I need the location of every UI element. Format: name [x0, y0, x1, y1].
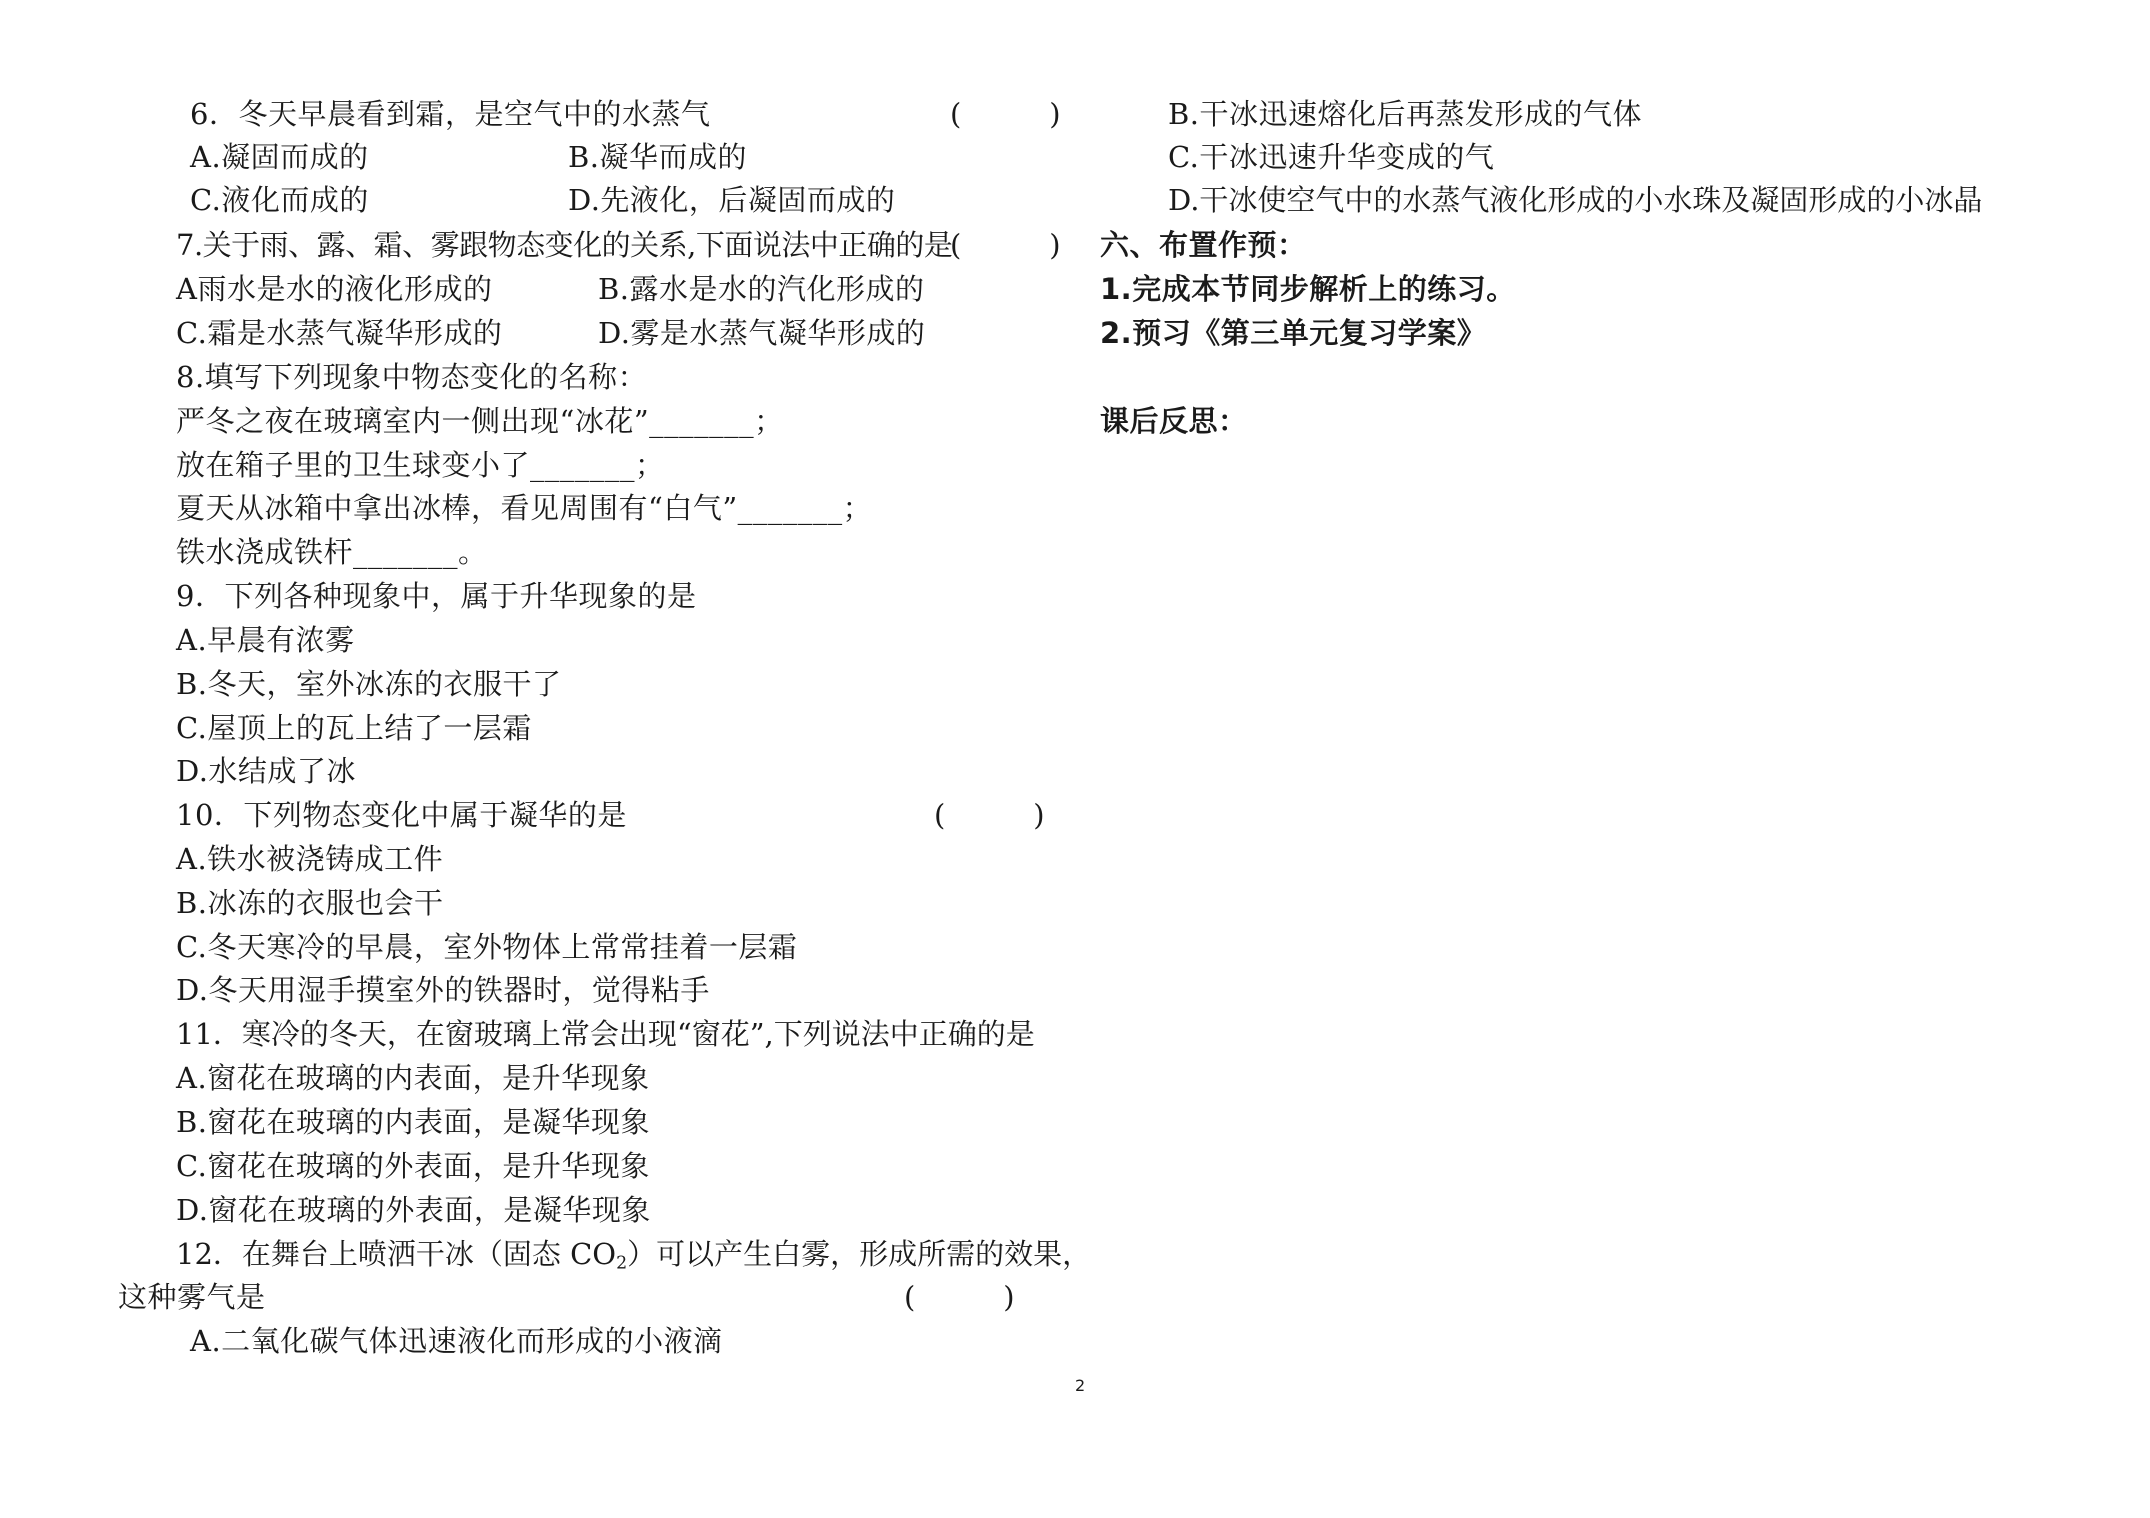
- q7-option-b: B.露水是水的汽化形成的: [598, 272, 925, 306]
- q12-answer-paren: ( ): [904, 1280, 1016, 1314]
- q12-stem-subscript: 2: [616, 1253, 628, 1274]
- q9-option-a: A.早晨有浓雾: [176, 623, 355, 657]
- reflection-label: 课后反思：: [1100, 404, 1248, 438]
- q6-option-a: A.凝固而成的: [190, 140, 369, 174]
- q6-answer-paren: ( ): [950, 97, 1062, 131]
- q12-stem-part2: ）可以产生白雾，形成所需的效果，: [627, 1237, 1092, 1271]
- q7-stem: 7.关于雨、露、霜、雾跟物态变化的关系,下面说法中正确的是: [176, 228, 953, 262]
- homework-item-2: 2.预习《第三单元复习学案》: [1100, 316, 1487, 350]
- q6-option-b: B.凝华而成的: [568, 140, 748, 174]
- q8-blank-line-3: 夏天从冰箱中拿出冰棒，看见周围有“白气”_______；: [176, 491, 873, 525]
- q10-option-b: B.冰冻的衣服也会干: [176, 886, 444, 920]
- q6-option-d: D.先液化，后凝固而成的: [568, 183, 896, 217]
- homework-item-1: 1.完成本节同步解析上的练习。: [1100, 272, 1516, 306]
- q9-stem: 9．下列各种现象中，属于升华现象的是: [176, 579, 697, 613]
- q8-blank-line-2: 放在箱子里的卫生球变小了_______；: [176, 448, 665, 482]
- q10-option-a: A.铁水被浇铸成工件: [176, 842, 444, 876]
- q11-option-d: D.窗花在玻璃的外表面，是凝华现象: [176, 1193, 651, 1227]
- q7-option-a: A雨水是水的液化形成的: [176, 272, 493, 306]
- q12-stem-part1: 12．在舞台上喷洒干冰（固态 CO: [176, 1237, 617, 1271]
- q11-option-a: A.窗花在玻璃的内表面，是升华现象: [176, 1061, 650, 1095]
- q9-option-b: B.冬天，室外冰冻的衣服干了: [176, 667, 562, 701]
- q11-option-c: C.窗花在玻璃的外表面，是升华现象: [176, 1149, 650, 1183]
- q10-answer-paren: ( ): [934, 798, 1046, 832]
- q10-option-c: C.冬天寒冷的早晨，室外物体上常常挂着一层霜: [176, 930, 798, 964]
- q12-option-c: C.干冰迅速升华变成的气: [1168, 140, 1495, 174]
- q12-stem-line2: 这种雾气是: [118, 1280, 266, 1314]
- q6-option-c: C.液化而成的: [190, 183, 369, 217]
- q12-option-b: B.干冰迅速熔化后再蒸发形成的气体: [1168, 97, 1643, 131]
- q10-stem: 10．下列物态变化中属于凝华的是: [176, 798, 627, 832]
- q11-stem: 11．寒冷的冬天，在窗玻璃上常会出现“窗花”,下列说法中正确的是: [176, 1017, 1035, 1051]
- q6-stem: 6．冬天早晨看到霜，是空气中的水蒸气: [190, 97, 711, 131]
- page-number: 2: [1075, 1376, 1086, 1395]
- section-heading: 六、布置作预：: [1100, 228, 1307, 262]
- q7-answer-paren: ( ): [950, 228, 1062, 262]
- q7-option-d: D.雾是水蒸气凝华形成的: [598, 316, 926, 350]
- q9-option-c: C.屋顶上的瓦上结了一层霜: [176, 711, 532, 745]
- q12-option-a: A.二氧化碳气体迅速液化而形成的小液滴: [190, 1324, 723, 1358]
- q12-option-d: D.干冰使空气中的水蒸气液化形成的小水珠及凝固形成的小冰晶: [1168, 183, 1983, 217]
- q12-stem: [176, 1237, 1092, 1274]
- q7-option-c: C.霜是水蒸气凝华形成的: [176, 316, 503, 350]
- q9-option-d: D.水结成了冰: [176, 754, 356, 788]
- q8-stem: 8.填写下列现象中物态变化的名称：: [176, 360, 648, 394]
- q10-option-d: D.冬天用湿手摸室外的铁器时，觉得粘手: [176, 973, 710, 1007]
- q8-blank-line-4: 铁水浇成铁杆_______。: [176, 535, 488, 569]
- q11-option-b: B.窗花在玻璃的内表面，是凝华现象: [176, 1105, 651, 1139]
- q8-blank-line-1: 严冬之夜在玻璃室内一侧出现“冰花”_______；: [176, 404, 784, 438]
